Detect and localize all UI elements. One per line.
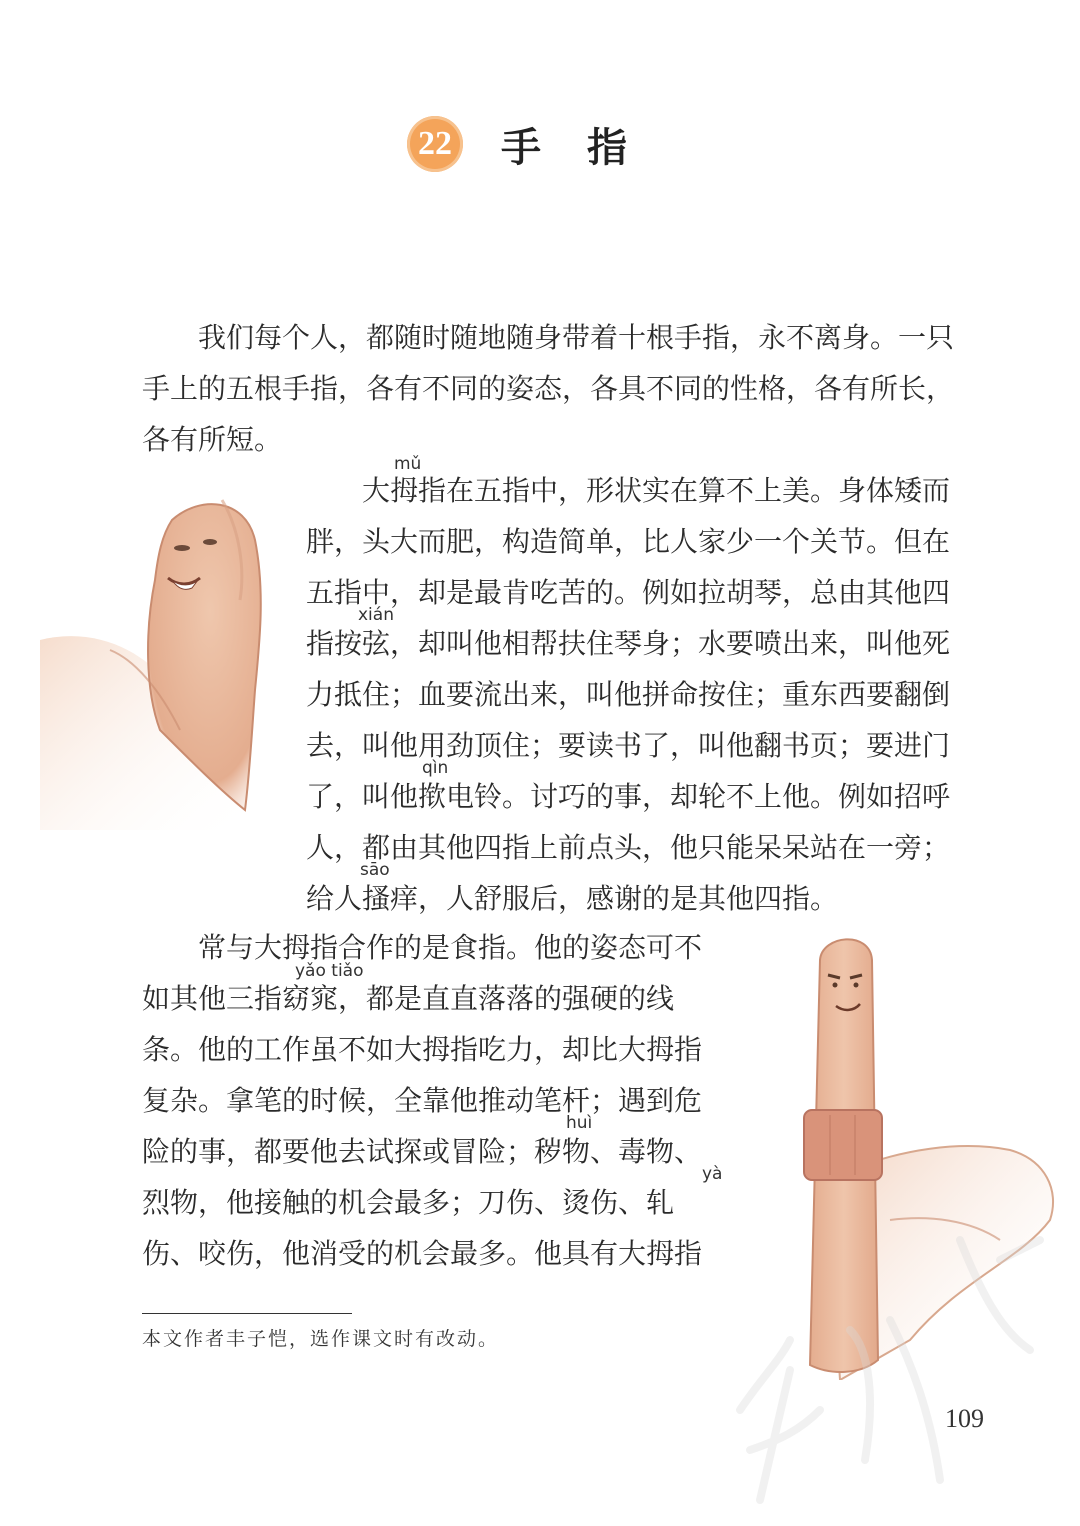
pinyin-xian: xián (358, 605, 394, 625)
lesson-title: 手指 (501, 123, 673, 171)
paragraph-2-line-7: 了，叫他揿电铃。讨巧的事，却轮不上他。例如招呼 (306, 780, 951, 813)
index-finger-illustration (760, 920, 1070, 1380)
paragraph-3-line-5: 险的事，都要他去试探或冒险；秽物、毒物、 (142, 1135, 703, 1168)
paragraph-3-line-3: 条。他的工作虽不如大拇指吃力，却比大拇指 (142, 1033, 703, 1066)
paragraph-2-line-1: 大拇指在五指中，形状实在算不上美。身体矮而 (362, 474, 951, 507)
eye-icon (854, 983, 859, 988)
paragraph-3-line-6: 烈物，他接触的机会最多；刀伤、烫伤、轧 (142, 1186, 675, 1219)
paragraph-1-line-3: 各有所短。 (142, 423, 283, 456)
pinyin-hui: huì (566, 1113, 593, 1133)
lesson-number-badge: 22 (407, 116, 463, 172)
paragraph-2-line-5: 力抵住；血要流出来，叫他拼命按住；重东西要翻倒 (306, 678, 951, 711)
paragraph-3-line-1: 常与大拇指合作的是食指。他的姿态可不 (198, 931, 703, 964)
pinyin-sao: sāo (360, 860, 390, 880)
footnote-divider (142, 1313, 352, 1314)
paragraph-1-line-1: 我们每个人，都随时随地随身带着十根手指，永不离身。一只 (198, 321, 955, 354)
paragraph-1-line-2: 手上的五根手指，各有不同的姿态，各具不同的性格，各有所长， (142, 372, 955, 405)
eye-icon (203, 539, 217, 545)
eye-icon (174, 545, 190, 551)
page-number: 109 (945, 1404, 984, 1433)
paragraph-2-line-2: 胖，头大而肥，构造简单，比人家少一个关节。但在 (306, 525, 951, 558)
lesson-header (0, 104, 1080, 184)
paragraph-3-line-4: 复杂。拿笔的时候，全靠他推动笔杆；遇到危 (142, 1084, 703, 1117)
paragraph-2-line-3: 五指中，却是最肯吃苦的。例如拉胡琴，总由其他四 (306, 576, 951, 609)
pinyin-qin: qìn (422, 758, 449, 778)
pinyin-yaotiao: yǎo tiǎo (295, 961, 364, 981)
eye-icon (833, 983, 838, 988)
paragraph-3-line-7: 伤、咬伤，他消受的机会最多。他具有大拇指 (142, 1237, 703, 1270)
paragraph-2-line-6: 去，叫他用劲顶住；要读书了，叫他翻书页；要进门 (306, 729, 951, 762)
paragraph-2-line-4: 指按弦，却叫他相帮扶住琴身；水要喷出来，叫他死 (306, 627, 951, 660)
thumb-illustration (40, 490, 310, 830)
pinyin-ya: yà (702, 1164, 723, 1184)
paragraph-3-line-2: 如其他三指窈窕，都是直直落落的强硬的线 (142, 982, 675, 1015)
footnote: 本文作者丰子恺，选作课文时有改动。 (142, 1328, 500, 1350)
pinyin-mu: mǔ (394, 454, 422, 474)
paragraph-2-line-9: 给人搔痒，人舒服后，感谢的是其他四指。 (306, 882, 839, 915)
bandage-icon (804, 1110, 882, 1180)
paragraph-2-line-8: 人，都由其他四指上前点头，他只能呆呆站在一旁； (306, 831, 951, 864)
